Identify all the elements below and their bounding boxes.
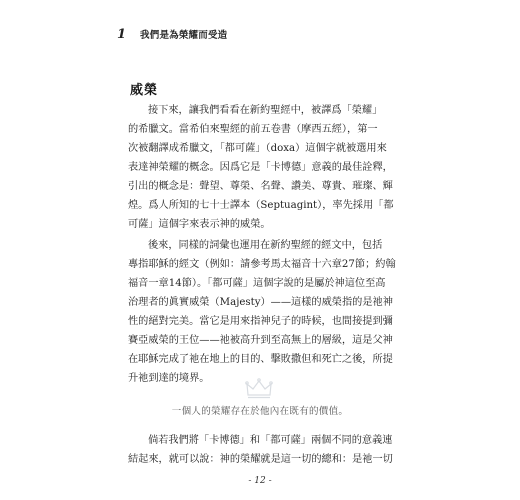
text-line: 煌。爲人所知的七十士譯本（Septuagint），率先採用「都 (128, 200, 394, 211)
pull-quote: 一個人的榮耀存在於他內在既有的價值。 (171, 406, 349, 417)
text-line: 專指耶穌的經文（例如：請參考馬太福音十六章27節；約翰 (128, 259, 396, 270)
paragraph-2 (128, 236, 398, 388)
text-line: 倘若我們將「卡博德」和「都可薩」兩個不同的意義連 (148, 435, 393, 446)
text-line: 接下來，讓我們看看在新約聖經中，被譯爲「榮耀」 (148, 105, 383, 116)
running-title: 我們是為榮耀而受造 (140, 30, 228, 41)
text-line: 可薩」這個字來表示神的威榮。 (128, 219, 271, 230)
running-header (117, 26, 417, 42)
text-line: 次被翻譯成希臘文，「都可薩」（doxa）這個字就被選用來 (128, 143, 387, 154)
crown-icon (244, 378, 274, 400)
text-line: 升祂到達的境界。 (128, 373, 210, 384)
paragraph-1 (128, 101, 398, 234)
text-line: 結起來，就可以說：神的榮耀就是這一切的總和：是祂一切 (128, 454, 393, 465)
text-line: 治理者的眞實威榮（Majesty）——這樣的威榮指的是祂神 (128, 297, 393, 308)
chapter-number: 1 (117, 26, 127, 42)
text-line: 表達神榮耀的概念。因爲它是「卡博德」意義的最佳詮釋， (128, 162, 393, 173)
paragraph-3 (128, 431, 398, 469)
text-line: 福音一章14節）。「都可薩」這個字說的是屬於神這位至高 (128, 278, 386, 289)
text-line: 引出的概念是：聲望、尊榮、名聲、讚美、尊貴、璀璨、輝 (128, 181, 393, 192)
text-line: 賽亞威榮的王位——祂被高升到至高無上的層級，這是父神 (128, 335, 393, 346)
text-line: 的希臘文。當希伯來聖經的前五卷書（摩西五經），第一 (128, 124, 378, 135)
text-line: 性的絕對完美。當它是用來指神兒子的時候，也間接提到彌 (128, 316, 393, 327)
text-line: 在耶穌完成了祂在地上的目的、擊敗撒但和死亡之後，所提 (128, 354, 393, 365)
text-line: 後來，同樣的詞彙也運用在新約聖經的經文中，包括 (148, 240, 383, 251)
section-heading: 威榮 (130, 83, 159, 98)
page-number: - 12 - (248, 476, 272, 486)
